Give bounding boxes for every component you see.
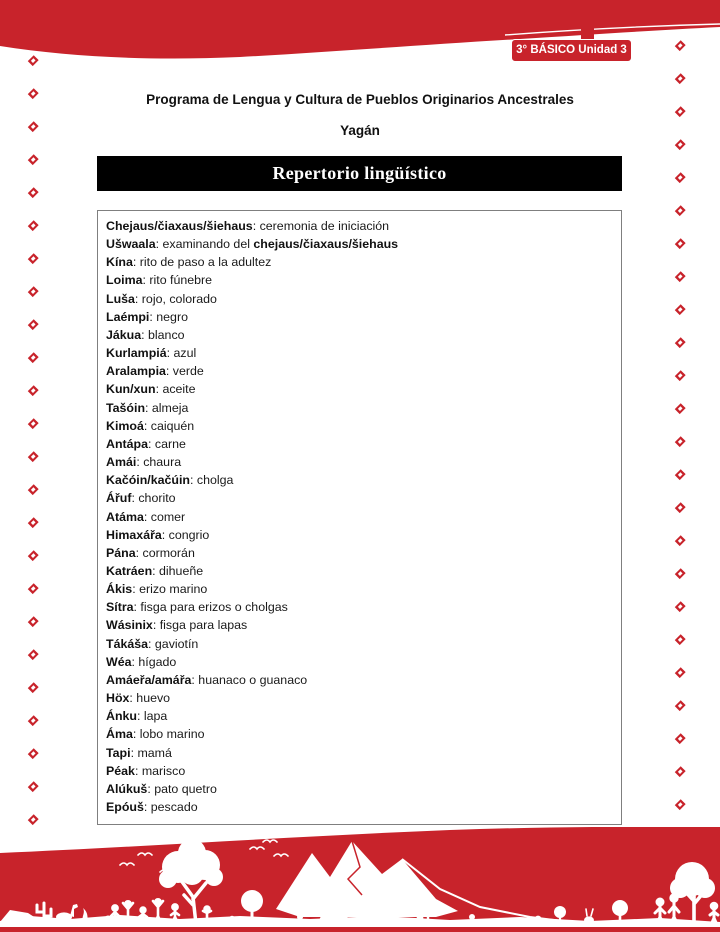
- entry-row: Amáeřa/amářa: huanaco o guanaco: [106, 672, 308, 687]
- diamond-icon: [28, 715, 38, 725]
- entry-row: Wéa: hígado: [106, 654, 177, 669]
- entry-row: Antápa: carne: [106, 436, 186, 451]
- diamond-icon: [28, 583, 38, 593]
- diamond-icon: [675, 700, 685, 710]
- unit-badge-label: 3° BÁSICO Unidad 3: [516, 44, 627, 56]
- entry-term: Epóuš: [106, 800, 144, 814]
- entry-term: Aralampia: [106, 364, 166, 379]
- entry-term: Loima: [106, 273, 143, 288]
- diamond-icon: [675, 469, 685, 479]
- diamond-icon: [28, 385, 38, 395]
- diamond-icon: [675, 139, 685, 149]
- entry-row: Péak: marisco: [106, 763, 186, 778]
- footer-landscape: [0, 827, 720, 932]
- diamond-icon: [28, 649, 38, 659]
- entry-row: Ušwaala: examinando del chejaus/čiaxaus/šiehaus: [106, 237, 399, 252]
- entry-row: Kačóin/kačúin: cholga: [106, 473, 234, 488]
- diamond-icon: [28, 748, 38, 758]
- diamond-icon: [28, 253, 38, 263]
- diamond-icon: [675, 535, 685, 545]
- entry-term: Amáeřa/amářa: [106, 672, 192, 687]
- diamond-icon: [28, 451, 38, 461]
- diamond-icon: [28, 814, 38, 824]
- diamond-icon: [28, 781, 38, 791]
- entry-row: Kurlampiá: azul: [106, 346, 197, 361]
- entry-row: Aralampia: verde: [106, 364, 204, 379]
- diamond-icon: [28, 154, 38, 164]
- entry-row: Pána: cormorán: [106, 545, 195, 560]
- entry-term: Tašóin: [106, 400, 146, 415]
- diamond-icon: [675, 667, 685, 677]
- entry-definition-bold: chejaus/čiaxaus/šiehaus: [253, 237, 399, 252]
- entry-term: Chejaus/čiaxaus/šiehaus: [106, 219, 253, 233]
- entry-row: Atáma: comer: [106, 509, 186, 524]
- diamond-icon: [28, 220, 38, 230]
- diamond-icon: [28, 418, 38, 428]
- entry-term: Pána: [106, 545, 136, 560]
- entry-term: Kurlampiá: [106, 346, 167, 361]
- diamond-icon: [28, 550, 38, 560]
- diamond-icon: [675, 733, 685, 743]
- diamond-icon: [28, 682, 38, 692]
- entry-row: Epóuš: pescado: [106, 800, 198, 814]
- entry-term: Kína: [106, 255, 133, 270]
- diamond-icon: [28, 352, 38, 362]
- diamond-icon: [675, 271, 685, 281]
- diamond-icon: [675, 238, 685, 248]
- section-title: Repertorio lingüístico: [272, 163, 447, 183]
- diamond-icon: [28, 616, 38, 626]
- diamond-icon: [675, 403, 685, 413]
- entry-term: Ářuf: [106, 491, 132, 506]
- entry-term: Katráen: [106, 563, 153, 578]
- diamond-icon: [28, 286, 38, 296]
- entry-row: Jákua: blanco: [106, 327, 185, 342]
- entry-row: Höx: huevo: [106, 691, 171, 706]
- repertoire-list: [106, 217, 613, 816]
- diamond-icon: [675, 799, 685, 809]
- diamond-icon: [675, 73, 685, 83]
- section-banner: [97, 156, 622, 191]
- diamond-icon: [675, 370, 685, 380]
- diamond-icon: [675, 172, 685, 182]
- diamond-icon: [675, 568, 685, 578]
- diamond-icon: [675, 436, 685, 446]
- entry-row: Katráen: dihueñe: [106, 563, 204, 578]
- entry-term: Kačóin/kačúin: [106, 473, 191, 488]
- diamond-icon: [675, 106, 685, 116]
- entry-term: Jákua: [106, 327, 142, 342]
- entry-term: Ánku: [106, 709, 137, 724]
- entry-term: Höx: [106, 691, 130, 706]
- entry-term: Wásinix: [106, 618, 153, 633]
- diamond-icon: [675, 502, 685, 512]
- diamond-icon: [28, 517, 38, 527]
- entry-term: Amái: [106, 455, 137, 470]
- entry-term: Kimoá: [106, 418, 144, 433]
- entry-term: Laémpi: [106, 309, 150, 324]
- language-title: Yagán: [340, 123, 380, 138]
- entry-term: Luša: [106, 291, 135, 306]
- entry-term: Tapi: [106, 745, 131, 760]
- diamond-icon: [28, 187, 38, 197]
- entry-row: Tapi: mamá: [106, 745, 172, 760]
- entry-row: Ánku: lapa: [106, 709, 168, 724]
- entry-row: Ářuf: chorito: [106, 491, 176, 506]
- entry-term: Wéa: [106, 654, 132, 669]
- entry-row: Kimoá: caiquén: [106, 418, 195, 433]
- diamond-icon: [675, 337, 685, 347]
- entry-row: Kun/xun: aceite: [106, 382, 196, 397]
- entry-row: Laémpi: negro: [106, 309, 188, 324]
- diamond-icon: [675, 601, 685, 611]
- entry-row: Áma: lobo marino: [106, 727, 205, 742]
- entry-row: Amái: chaura: [106, 455, 182, 470]
- program-title: Programa de Lengua y Cultura de Pueblos Originarios Ancestrales: [146, 92, 574, 107]
- entry-term: Atáma: [106, 509, 144, 524]
- entry-row: Ákis: erizo marino: [106, 582, 208, 597]
- diamond-icon: [675, 634, 685, 644]
- entry-term: Tákáša: [106, 636, 149, 651]
- diamond-icon: [675, 304, 685, 314]
- entry-term: Himaxářa: [106, 527, 162, 542]
- entry-row: Himaxářa: congrio: [106, 527, 210, 542]
- entry-row: Wásinix: fisga para lapas: [106, 618, 248, 633]
- entry-term: Péak: [106, 763, 135, 778]
- entry-row: Loima: rito fúnebre: [106, 273, 213, 288]
- entry-term: Ákis: [106, 582, 133, 597]
- entry-row: Kína: rito de paso a la adultez: [106, 255, 272, 270]
- entry-row: Tákáša: gaviotín: [106, 636, 199, 651]
- entry-row: Chejaus/čiaxaus/šiehaus: ceremonia de iniciación: [106, 219, 390, 233]
- diamond-icon: [28, 319, 38, 329]
- diamond-icon: [675, 766, 685, 776]
- unit-badge: [511, 39, 632, 62]
- diamond-icon: [675, 205, 685, 215]
- entry-row: Tašóin: almeja: [106, 400, 189, 415]
- entry-term: Ušwaala: [106, 237, 156, 252]
- diamond-icon: [28, 484, 38, 494]
- entry-term: Alúkuš: [106, 781, 148, 796]
- entry-term: Kun/xun: [106, 382, 156, 397]
- repertoire-box: [97, 210, 622, 825]
- entry-term: Sítra: [106, 600, 134, 615]
- entry-term: Antápa: [106, 436, 148, 451]
- entry-row: Sítra: fisga para erizos o cholgas: [106, 600, 288, 615]
- entry-row: Alúkuš: pato quetro: [106, 781, 217, 796]
- entry-term: Áma: [106, 727, 133, 742]
- entry-row: Luša: rojo, colorado: [106, 291, 217, 306]
